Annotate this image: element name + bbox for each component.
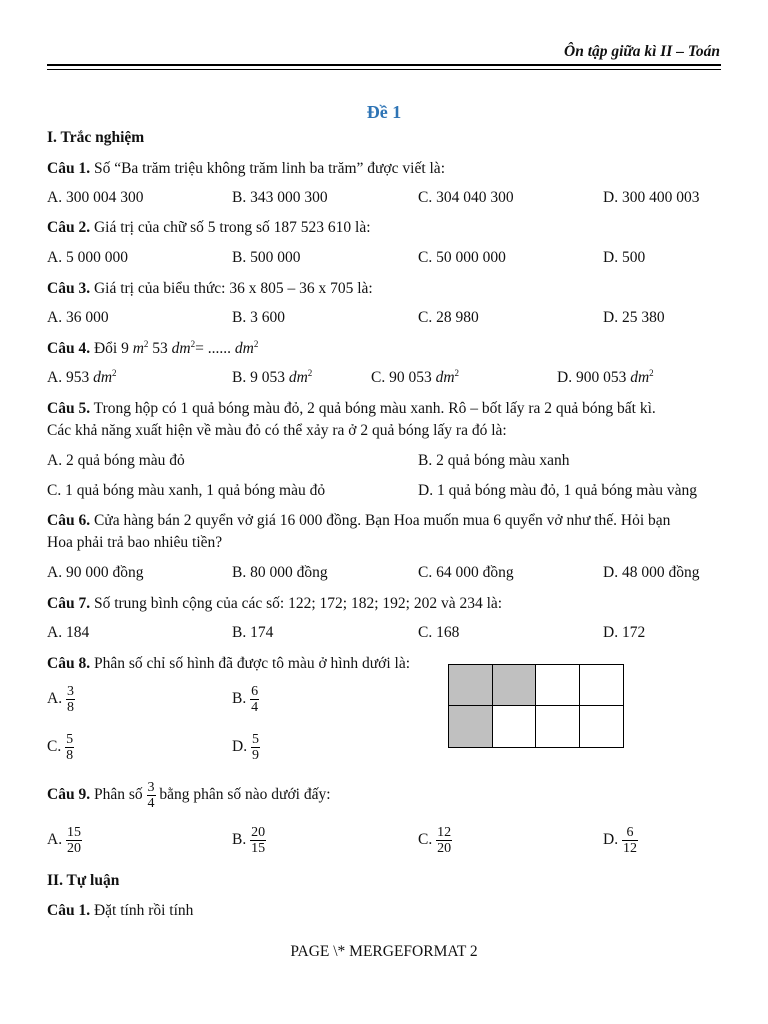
q8-option-c: C. $\frac{5}{8}$ [47,732,74,763]
q1-option-a: A. 300 004 300 [47,189,144,206]
q6-option-c: C. 64 000 đồng [418,564,514,581]
fraction: $\frac{5}{9}$ [251,732,259,763]
shaded-grid-figure [448,664,624,748]
q2-option-c: C. 50 000 000 [418,249,506,266]
q9-option-a: A. $\frac{15}{20}$ [47,825,81,856]
header-rule-thin [47,69,721,70]
q4-option-c: C. 90 053 $dm^2$ [371,367,460,386]
page-header: Ôn tập giữa kì II – Toán [564,43,720,60]
q2-option-b: B. 500 000 [232,249,301,266]
q6-option-d: D. 48 000 đồng [603,564,700,581]
question-3: Câu 3. Giá trị của biểu thức: 36 x 805 – 36 x 705 là: [47,280,373,297]
grid-cell [580,665,624,706]
question-8: Câu 8. Phân số chỉ số hình đã được tô màu ở hình dưới là: [47,655,411,672]
q2-option-a: A. 5 000 000 [47,249,128,266]
q8-option-b: B. $\frac{6}{4}$ [232,684,259,715]
grid-cell [493,706,537,747]
section-multiple-choice: I. Trắc nghiệm [47,129,145,146]
exam-title: Đề 1 [366,102,402,122]
question-7: Câu 7. Số trung bình cộng của các số: 122; 172; 182; 192; 202 và 234 là: [47,595,503,612]
q9-option-d: D. $\frac{6}{12}$ [603,825,637,856]
page-footer: PAGE \* MERGEFORMAT 2 [290,943,478,960]
q7-option-b: B. 174 [232,624,274,641]
fraction: $\frac{15}{20}$ [66,825,81,856]
q1-option-c: C. 304 040 300 [418,189,514,206]
q4-option-b: B. 9 053 $dm^2$ [232,367,313,386]
q6-option-a: A. 90 000 đồng [47,564,144,581]
q8-option-a: A. $\frac{3}{8}$ [47,684,74,715]
fraction: $\frac{3}{4}$ [147,780,155,811]
header-rule-thick [47,64,721,66]
q5-option-a: A. 2 quả bóng màu đỏ [47,452,185,469]
question-6: Câu 6. Cửa hàng bán 2 quyển vở giá 16 000 đồng. Bạn Hoa muốn mua 6 quyển vở như thế. Hỏi bạn [47,512,671,529]
question-6-line2: Hoa phải trả bao nhiêu tiền? [47,534,223,551]
q7-option-a: A. 184 [47,624,90,641]
q7-option-c: C. 168 [418,624,460,641]
q4-option-d: D. 900 053 $dm^2$ [557,367,654,386]
question-5-line2: Các khả năng xuất hiện về màu đỏ có thể xảy ra ở 2 quả bóng lấy ra đó là: [47,422,507,439]
q6-option-b: B. 80 000 đồng [232,564,328,581]
q3-option-a: A. 36 000 [47,309,109,326]
question-2: Câu 2. Giá trị của chữ số 5 trong số 187 523 610 là: [47,219,371,236]
grid-cell [580,706,624,747]
question-9: Câu 9. Phân số $\frac{3}{4}$ bằng phân số nào dưới đấy: [47,780,331,811]
q5-option-c: C. 1 quả bóng màu xanh, 1 quả bóng màu đỏ [47,482,326,499]
section-essay: II. Tự luận [47,872,120,889]
fraction: $\frac{12}{20}$ [437,825,452,856]
q8-option-d: D. $\frac{5}{9}$ [232,732,259,763]
q7-option-d: D. 172 [603,624,646,641]
fraction: $\frac{20}{15}$ [251,825,266,856]
fraction: $\frac{6}{4}$ [251,684,259,715]
grid-cell [536,706,580,747]
fraction: $\frac{3}{8}$ [66,684,74,715]
q3-option-d: D. 25 380 [603,309,665,326]
grid-cell [449,706,493,747]
q3-option-b: B. 3 600 [232,309,285,326]
q1-option-d: D. 300 400 003 [603,189,700,206]
q9-option-c: C. $\frac{12}{20}$ [418,825,452,856]
q5-option-b: B. 2 quả bóng màu xanh [418,452,570,469]
fraction: $\frac{5}{8}$ [66,732,74,763]
q9-option-b: B. $\frac{20}{15}$ [232,825,266,856]
grid-cell [449,665,493,706]
question-4: Câu 4. Đổi 9 $m^2$ 53 $dm^2=$ ...... $dm^2$ [47,338,259,357]
grid-cell [493,665,537,706]
essay-question-1: Câu 1. Đặt tính rồi tính [47,902,194,919]
q2-option-d: D. 500 [603,249,646,266]
q4-option-a: A. 953 $dm^2$ [47,367,117,386]
fraction: $\frac{6}{12}$ [622,825,637,856]
question-5: Câu 5. Trong hộp có 1 quả bóng màu đỏ, 2 quả bóng màu xanh. Rô – bốt lấy ra 2 quả bóng bất kì. [47,400,656,417]
question-1: Câu 1. Số “Ba trăm triệu không trăm linh ba trăm” được viết là: [47,160,445,177]
q5-option-d: D. 1 quả bóng màu đỏ, 1 quả bóng màu vàng [418,482,697,499]
q3-option-c: C. 28 980 [418,309,479,326]
q1-option-b: B. 343 000 300 [232,189,328,206]
grid-cell [536,665,580,706]
